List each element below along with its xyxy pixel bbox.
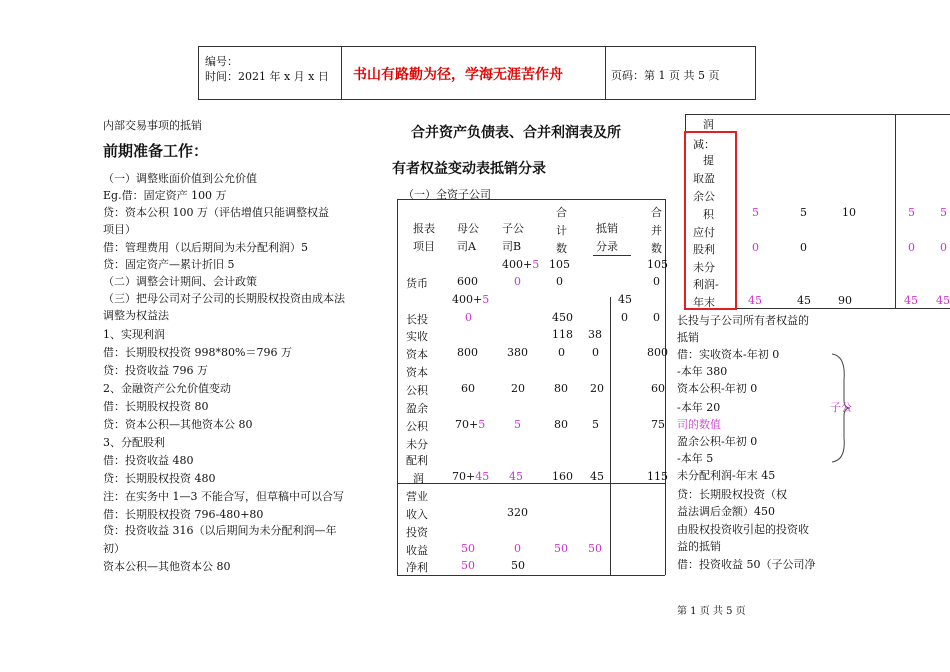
table-top-border <box>397 199 665 200</box>
right-line: 借：投资收益 50（子公司净 <box>677 558 816 571</box>
cell-cap-label2: 资本 <box>406 348 428 361</box>
left-line: 贷：投资收益 316（以后期间为未分配利润—年 <box>103 524 337 537</box>
left-line: 3、分配股利 <box>103 436 165 449</box>
cell-sur-e: 60 <box>651 382 665 395</box>
h-col2b: 司A <box>457 240 476 253</box>
right-line: 盈余公积-年初 0 <box>677 435 758 448</box>
bracket-note: 子公 <box>830 401 852 414</box>
cell-un-a: 70+45 <box>452 470 490 483</box>
cell-net-a: 50 <box>461 559 475 572</box>
rt-r1-b: 5 <box>800 206 807 219</box>
right-line: 益的抵销 <box>677 540 721 553</box>
left-line: 资本公积—其他资本公 80 <box>103 560 231 573</box>
right-line: 由股权投资收引起的投资收 <box>677 523 809 536</box>
cell-cash-pre: 400+5 <box>502 258 540 271</box>
cell-inv-label2: 收益 <box>406 544 428 557</box>
h-col4c: 数 <box>556 242 567 255</box>
cell-sur-label2: 公积 <box>406 384 428 397</box>
motto: 书山有路勤为径，学海无涯苦作舟 <box>353 67 563 83</box>
cell-cash-b: 0 <box>514 275 521 288</box>
cell-inv-label1: 投资 <box>406 526 428 539</box>
rt-label1: 润 <box>703 118 714 131</box>
cell-cash-c: 0 <box>556 275 563 288</box>
left-line: 贷：资本公积 100 万（评估增值只能调整权益 <box>103 206 329 219</box>
cell-res-e: 75 <box>651 418 665 431</box>
h-col3a: 子公 <box>502 222 524 235</box>
cell-sur-a: 60 <box>461 382 475 395</box>
rt-r3-b: 45 <box>797 294 811 307</box>
rt-r3-e: 45 <box>936 294 950 307</box>
cell-cash-pre-c: 105 <box>549 258 570 271</box>
cell-res-label2: 公积 <box>406 420 428 433</box>
cell-net-label: 净利 <box>406 561 428 574</box>
table-elim-border <box>610 297 611 575</box>
number-label: 编号： <box>205 55 238 68</box>
rt-top-border <box>685 114 950 115</box>
cell-res-c: 80 <box>554 418 568 431</box>
rt-label5: 余公 <box>693 190 715 203</box>
header-cell-info <box>199 47 342 99</box>
cell-lt-pre: 400+5 <box>452 293 490 306</box>
h-col1-a: 报表 <box>413 222 435 235</box>
middle-title-line2: 有者权益变动表抵销分录 <box>392 161 546 177</box>
cell-res-b: 5 <box>514 418 521 431</box>
rt-label9: 未分 <box>693 261 715 274</box>
h-col5a: 抵销 <box>596 222 618 235</box>
h-col6b: 并 <box>651 224 662 237</box>
right-line: 贷：长期股权投资（权 <box>677 488 787 501</box>
left-line: 注：在实务中 1—3 不能合写，但草稿中可以合写 <box>103 490 344 503</box>
right-line: 未分配利润-年末 45 <box>677 469 776 482</box>
cell-net-b: 50 <box>511 559 525 572</box>
section-heading: 前期准备工作： <box>103 142 209 160</box>
cell-cash-label: 货币 <box>406 277 428 290</box>
rt-r1-e: 5 <box>940 206 947 219</box>
cell-inv-b: 0 <box>514 542 521 555</box>
left-line: 调整为权益法 <box>103 309 169 322</box>
cell-cap-c: 0 <box>558 346 565 359</box>
right-line: 资本公积-年初 0 <box>677 382 758 395</box>
rt-mid-border <box>895 114 896 308</box>
h-col5b: 分录 <box>596 240 618 253</box>
right-line: -本年 380 <box>677 365 728 378</box>
right-line: -本年 5 <box>677 452 714 465</box>
h-col6c: 数 <box>651 242 662 255</box>
rt-label3: 提 <box>703 154 714 167</box>
rt-r1-a: 5 <box>752 206 759 219</box>
left-line: 借：投资收益 480 <box>103 454 194 467</box>
cell-res-label1: 盈余 <box>406 402 428 415</box>
rt-r2-b: 0 <box>800 241 807 254</box>
cell-inv-d: 50 <box>588 542 602 555</box>
right-line: 长投与子公司所有者权益的 <box>677 314 809 327</box>
cell-lt-c: 450 <box>552 311 573 324</box>
cell-un-b: 45 <box>509 470 523 483</box>
cell-lt-label: 长投 <box>406 313 428 326</box>
left-line: 贷：投资收益 796 万 <box>103 364 208 377</box>
cell-cash-e: 0 <box>653 275 660 288</box>
rt-r2-a: 0 <box>752 241 759 254</box>
cell-cap-b: 380 <box>507 346 528 359</box>
h-col4b: 计 <box>556 224 567 237</box>
h-col2a: 母公 <box>457 222 479 235</box>
cell-un-label2: 配利 <box>406 454 428 467</box>
left-line: 借：长期股权投资 998*80%＝796 万 <box>103 346 292 359</box>
left-line: 借：管理费用（以后期间为未分配利润）5 <box>103 241 308 254</box>
cell-lt-e: 0 <box>653 311 660 324</box>
date-label: 时间：2021 年 x 月 x 日 <box>205 70 329 83</box>
rt-r2-d: 0 <box>908 241 915 254</box>
cell-un-label3: 润 <box>413 472 424 485</box>
left-line: 贷：长期股权投资 480 <box>103 472 216 485</box>
left-line: Eg.借：固定资产 100 万 <box>103 189 227 202</box>
header-cell-page <box>605 47 755 99</box>
cell-lt-a: 0 <box>465 311 472 324</box>
cell-un-d: 45 <box>590 470 604 483</box>
cell-cash-pre-e: 105 <box>647 258 668 271</box>
rt-r1-c: 10 <box>842 206 856 219</box>
left-line: （二）调整会计期间、会计政策 <box>103 275 257 288</box>
rt-label6: 积 <box>703 208 714 221</box>
left-line: 贷：固定资产—累计折旧 5 <box>103 258 235 271</box>
rt-label4: 取盈 <box>693 172 715 185</box>
header-box <box>198 46 756 100</box>
rt-r2-e: 0 <box>940 241 947 254</box>
right-line: 司的数值 <box>677 418 721 431</box>
left-line: 项目） <box>103 223 136 236</box>
rt-r1-d: 5 <box>908 206 915 219</box>
rt-r3-d: 45 <box>904 294 918 307</box>
cell-rev-b: 320 <box>507 506 528 519</box>
rt-r3-c: 90 <box>838 294 852 307</box>
intro-text: 内部交易事项的抵销 <box>103 119 202 132</box>
cell-un-label1: 未分 <box>406 438 428 451</box>
left-line: 借：长期股权投资 796-480+80 <box>103 508 264 521</box>
right-line: 借：实收资本-年初 0 <box>677 348 780 361</box>
elim-underline <box>593 255 631 256</box>
cell-cash-a: 600 <box>457 275 478 288</box>
cell-res-a: 70+5 <box>455 418 486 431</box>
cell-lt-d: 0 <box>621 311 628 324</box>
table-bottom-border <box>397 575 665 576</box>
cell-rev-label2: 收入 <box>406 508 428 521</box>
right-line: -本年 20 <box>677 401 721 414</box>
cell-sur-d: 20 <box>590 382 604 395</box>
cell-inv-c: 50 <box>554 542 568 555</box>
page-footer: 第 1 页 共 5 页 <box>677 606 746 617</box>
rt-label10: 利润- <box>693 278 719 291</box>
h-col1-b: 项目 <box>413 240 435 253</box>
cell-cap-d: 0 <box>592 346 599 359</box>
right-line: 益法调后金额）450 <box>677 505 775 518</box>
middle-title-line1: 合并资产负债表、合并利润表及所 <box>411 125 621 141</box>
left-line: 贷：资本公积—其他资本公 80 <box>103 418 253 431</box>
cell-cap-a: 800 <box>457 346 478 359</box>
left-line: （一）调整账面价值到公允价值 <box>103 172 257 185</box>
table-left-border <box>397 199 398 575</box>
rt-r3-a: 45 <box>748 294 762 307</box>
cell-lt-pre-d: 45 <box>618 293 632 306</box>
h-col6a: 合 <box>651 206 662 219</box>
cell-sur-label1: 资本 <box>406 366 428 379</box>
rt-label7: 应付 <box>693 226 715 239</box>
cell-cap-pre-d: 38 <box>588 328 602 341</box>
left-line: 1、实现利润 <box>103 328 165 341</box>
rt-label11: 年末 <box>693 296 715 309</box>
cell-inv-a: 50 <box>461 542 475 555</box>
left-line: 初） <box>103 542 125 555</box>
rt-label8: 股利 <box>693 243 715 256</box>
right-line: 抵销 <box>677 331 699 344</box>
cell-un-e: 115 <box>647 470 668 483</box>
page-label: 页码：第 1 页 共 5 页 <box>611 69 720 82</box>
cell-sur-b: 20 <box>511 382 525 395</box>
left-line: （三）把母公司对子公司的长期股权投资由成本法 <box>103 292 345 305</box>
cell-res-d: 5 <box>592 418 599 431</box>
table-right-border <box>665 199 666 575</box>
h-col3b: 司B <box>502 240 522 253</box>
cell-un-c: 160 <box>552 470 573 483</box>
h-col4a: 合 <box>556 206 567 219</box>
cell-cap-pre-c: 118 <box>552 328 573 341</box>
cell-cap-label1: 实收 <box>406 330 428 343</box>
cell-sur-c: 80 <box>554 382 568 395</box>
table-divider <box>397 483 665 484</box>
cell-rev-label1: 营业 <box>406 490 428 503</box>
rt-label2: 减： <box>693 138 715 151</box>
subtitle-text: （一）全资子公司 <box>403 188 491 201</box>
cell-cap-e: 800 <box>647 346 668 359</box>
header-cell-motto <box>341 47 606 99</box>
left-line: 借：长期股权投资 80 <box>103 400 209 413</box>
left-line: 2、金融资产公允价值变动 <box>103 382 231 395</box>
